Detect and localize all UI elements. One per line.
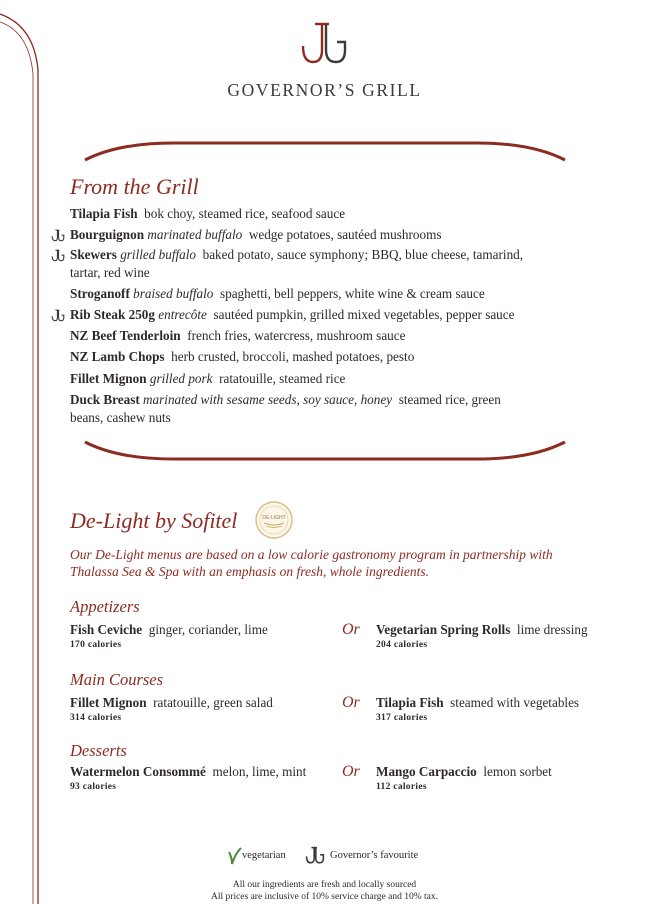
menu-item-description-cont: beans, cashew nuts [70, 409, 171, 425]
section-divider-top [80, 138, 570, 168]
delight-dish-left [70, 695, 273, 711]
menu-item-description: french fries, watercress, mushroom sauce [187, 328, 406, 343]
dish-name: Mango Carpaccio [376, 764, 477, 779]
menu-item-name: Bourguignon [70, 227, 145, 242]
menu-item-name: Skewers [70, 247, 117, 262]
course-title: Appetizers [70, 597, 140, 616]
menu-item-name: Duck Breast [70, 392, 140, 407]
menu-item-style: braised buffalo [133, 286, 214, 301]
course-title: Desserts [70, 741, 127, 760]
menu-item [70, 348, 560, 366]
menu-item-description: wedge potatoes, sautéed mushrooms [248, 227, 442, 242]
dish-calories: 112 calories [376, 782, 427, 792]
dish-description: melon, lime, mint [212, 764, 307, 779]
menu-item-style: grilled buffalo [120, 247, 197, 262]
delight-badge-icon [254, 500, 294, 540]
menu-item-style: marinated with sesame seeds, soy sauce, honey [143, 392, 393, 407]
menu-item [70, 370, 560, 388]
dish-description: lime dressing [516, 622, 588, 637]
dish-calories: 93 calories [70, 782, 117, 792]
section-title-delight: De-Light by Sofitel [70, 508, 238, 533]
menu-item [70, 226, 560, 244]
menu-item-description: spaghetti, bell peppers, white wine & cream sauce [219, 286, 485, 301]
section-divider-bottom [80, 434, 570, 464]
dish-calories: 317 calories [376, 713, 428, 723]
dish-name: Watermelon Consommé [70, 764, 206, 779]
restaurant-name: GOVERNOR’S GRILL [227, 80, 422, 100]
menu-item-description: steamed rice, green [398, 392, 501, 407]
menu-item-description-cont: tartar, red wine [70, 264, 150, 280]
menu-item [70, 391, 560, 426]
dish-description: ratatouille, green salad [153, 695, 273, 710]
governors-grill-logo [295, 20, 353, 70]
menu-item-name: Tilapia Fish [70, 206, 138, 221]
menu-item-description: bok choy, steamed rice, seafood sauce [144, 206, 346, 221]
menu-item-description: baked potato, sauce symphony; BBQ, blue cheese, tamarind, [202, 247, 524, 262]
section-title-grill: From the Grill [70, 174, 199, 199]
menu-item-name: Fillet Mignon [70, 371, 147, 386]
menu-item-name: Stroganoff [70, 286, 130, 301]
menu-item-description: herb crusted, broccoli, mashed potatoes, pesto [171, 349, 415, 364]
dish-calories: 170 calories [70, 640, 122, 650]
dish-calories: 314 calories [70, 713, 122, 723]
menu-item [70, 205, 560, 223]
menu-item-name: Rib Steak 250g [70, 307, 155, 322]
menu-item-name: NZ Lamb Chops [70, 349, 165, 364]
delight-intro [70, 546, 590, 580]
governors-favourite-icon [50, 309, 66, 323]
footer-line-1: All our ingredients are fresh and locally sourced [232, 880, 417, 890]
dish-name: Fish Ceviche [70, 622, 143, 637]
delight-dish-left [70, 622, 268, 638]
course-title: Main Courses [70, 670, 164, 689]
dish-name: Fillet Mignon [70, 695, 147, 710]
menu-item-style: marinated buffalo [147, 227, 243, 242]
footer-line-2: All prices are inclusive of 10% service charge and 10% tax. [211, 892, 438, 902]
or-separator: Or [342, 763, 360, 780]
menu-item-description: sautéed pumpkin, grilled mixed vegetables, pepper sauce [213, 307, 515, 322]
menu-item-name: NZ Beef Tenderloin [70, 328, 181, 343]
delight-intro-line-1: Our De-Light menus are based on a low calorie gastronomy program in partnership with [70, 547, 553, 562]
dish-description: lemon sorbet [483, 764, 552, 779]
delight-dish-left [70, 764, 306, 780]
or-separator: Or [342, 621, 360, 638]
dish-name: Tilapia Fish [376, 695, 444, 710]
or-separator: Or [342, 694, 360, 711]
menu-item-style: grilled pork [149, 371, 213, 386]
delight-dish-right [376, 764, 552, 780]
menu-item [70, 246, 560, 281]
menu-item-description: ratatouille, steamed rice [219, 371, 346, 386]
delight-intro-line-2: Thalassa Sea & Spa with an emphasis on fresh, whole ingredients. [70, 564, 430, 579]
dish-calories: 204 calories [376, 640, 428, 650]
legend-favourite: Governor’s favourite [330, 850, 419, 861]
delight-dish-right [376, 622, 588, 638]
delight-dish-right [376, 695, 579, 711]
menu-item [70, 327, 560, 345]
governors-favourite-icon [50, 249, 66, 263]
dish-name: Vegetarian Spring Rolls [376, 622, 511, 637]
legend-vegetarian: vegetarian [242, 850, 286, 861]
dish-description: steamed with vegetables [450, 695, 580, 710]
governors-favourite-icon [303, 846, 327, 866]
menu-item-style: entrecôte [158, 307, 207, 322]
vegetarian-leaf-icon [226, 846, 242, 866]
menu-item [70, 285, 560, 303]
governors-favourite-icon [50, 229, 66, 243]
dish-description: ginger, coriander, lime [148, 622, 268, 637]
menu-item [70, 306, 560, 324]
delight-badge-text: DE-LIGHT [262, 515, 286, 521]
